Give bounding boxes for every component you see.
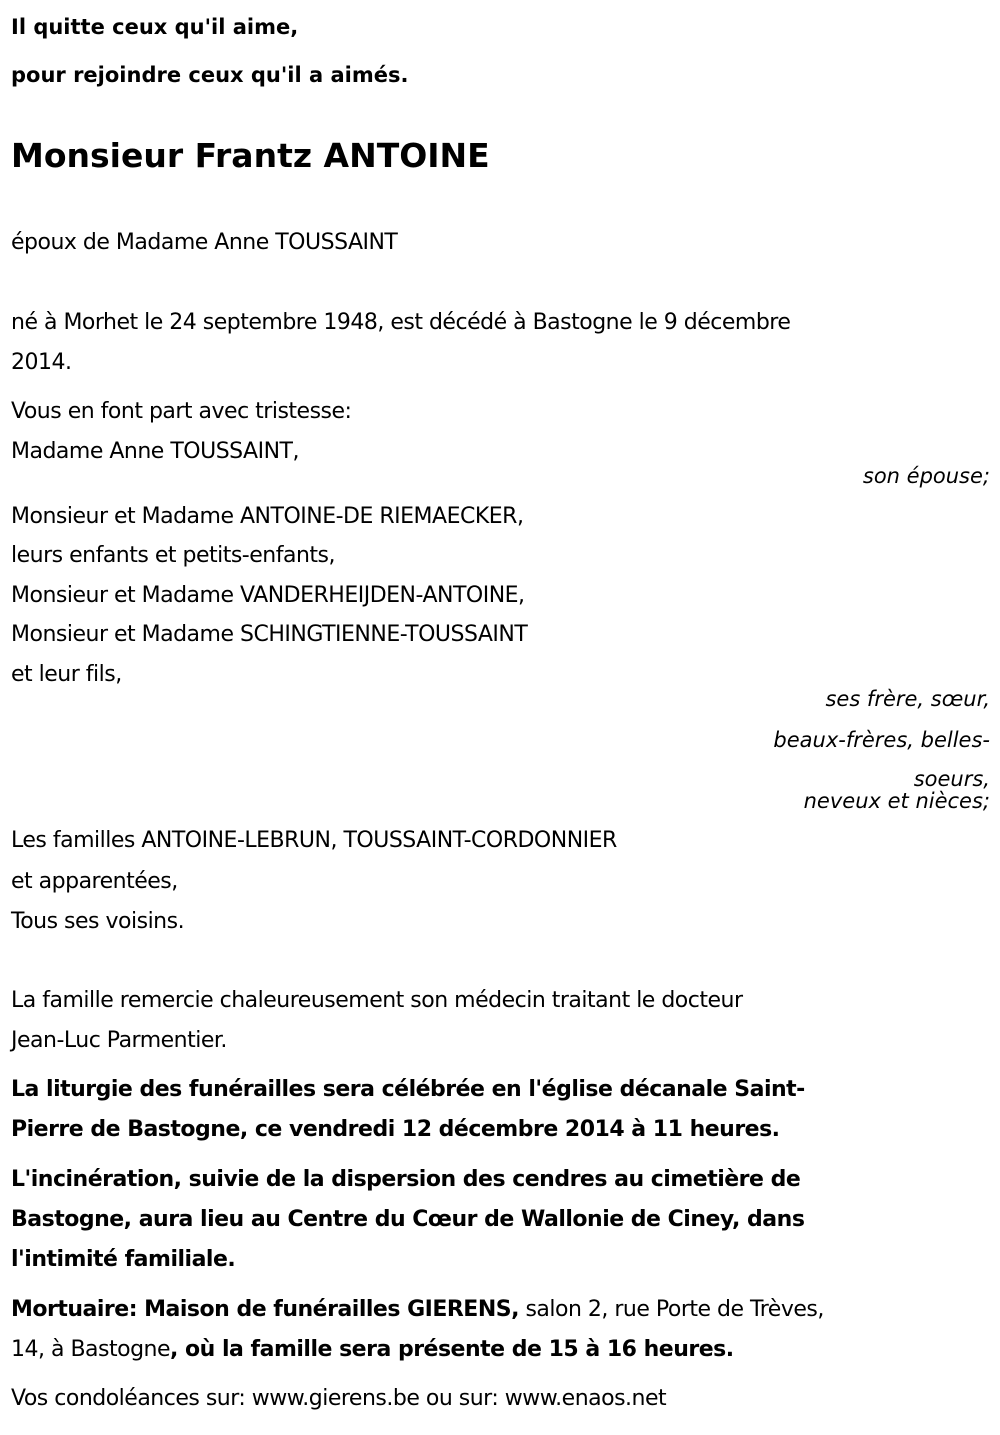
thanks-line-2: Jean-Luc Parmentier. [11,1028,227,1053]
mortuary-name: Mortuaire: Maison de funérailles GIERENS, [11,1297,519,1322]
deceased-name: Monsieur Frantz ANTOINE [11,136,490,175]
relation-label: soeurs, [913,767,990,791]
family-name-line: et apparentées, [11,869,178,894]
mortuary-address: salon 2, rue Porte de Trèves, [518,1297,824,1322]
mortuary-visiting-hours: , où la famille sera présente de 15 à 16 heures. [170,1337,734,1362]
relation-label: neveux et nièces; [803,789,990,813]
epitaph-line-1: Il quitte ceux qu'il aime, [11,15,299,39]
incineration-line-2: Bastogne, aura lieu au Centre du Cœur de Wallonie de Ciney, dans [11,1207,805,1232]
birth-death-line-1: né à Morhet le 24 septembre 1948, est décédé à Bastogne le 9 décembre [11,310,791,335]
announcement-intro: Vous en font part avec tristesse: [11,399,352,424]
family-name-line: leurs enfants et petits-enfants, [11,543,335,568]
mortuary-line-2 [11,1335,734,1365]
epitaph-line-2: pour rejoindre ceux qu'il a aimés. [11,63,409,87]
condolences-line: Vos condoléances sur: www.gierens.be ou sur: www.enaos.net [11,1386,667,1411]
liturgy-line-2: Pierre de Bastogne, ce vendredi 12 décembre 2014 à 11 heures. [11,1117,780,1142]
family-name-line: Monsieur et Madame VANDERHEIJDEN-ANTOINE, [11,583,525,608]
thanks-line-1: La famille remercie chaleureusement son médecin traitant le docteur [11,988,743,1013]
family-name-line: Tous ses voisins. [11,909,185,934]
family-name-line: et leur fils, [11,662,122,687]
relation-label: son épouse; [862,464,990,488]
relation-label: beaux-frères, belles- [773,728,990,752]
family-name-line: Madame Anne TOUSSAINT, [11,439,299,464]
family-name-line: Monsieur et Madame SCHINGTIENNE-TOUSSAINT [11,622,528,647]
mortuary-line-1 [11,1295,824,1325]
spouse-line: époux de Madame Anne TOUSSAINT [11,230,398,255]
liturgy-line-1: La liturgie des funérailles sera célébrée en l'église décanale Saint- [11,1077,805,1102]
incineration-line-3: l'intimité familiale. [11,1247,236,1272]
family-name-line: Les familles ANTOINE-LEBRUN, TOUSSAINT-CORDONNIER [11,828,617,853]
incineration-line-1: L'incinération, suivie de la dispersion des cendres au cimetière de [11,1167,801,1192]
family-name-line: Monsieur et Madame ANTOINE-DE RIEMAECKER, [11,504,524,529]
birth-death-line-2: 2014. [11,350,72,375]
relation-label: ses frère, sœur, [825,687,990,711]
mortuary-city: 14, à Bastogne [11,1337,171,1362]
